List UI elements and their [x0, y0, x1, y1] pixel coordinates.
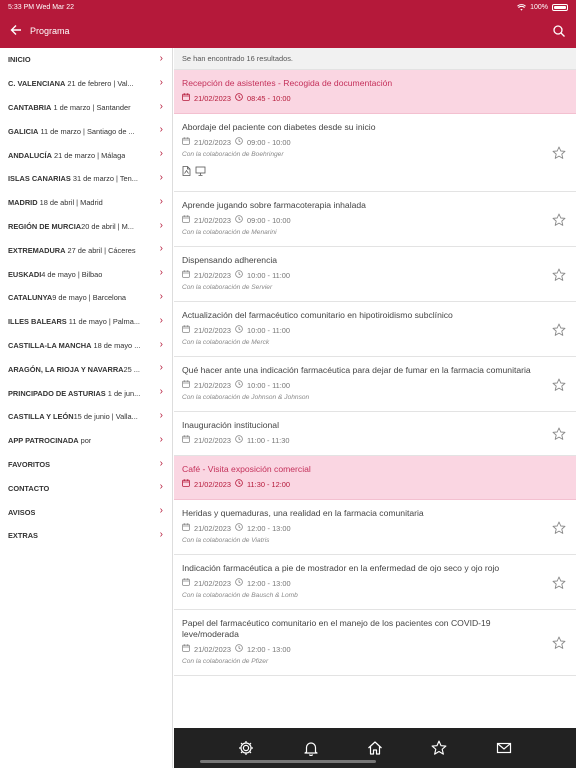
- sidebar-item-region: CASTILLA Y LEÓN: [8, 412, 74, 422]
- calendar-icon: [182, 578, 190, 588]
- top-nav-bar: [0, 14, 576, 48]
- presentation-icon[interactable]: [195, 163, 206, 181]
- wifi-icon: [517, 4, 526, 11]
- session-date: 21/02/2023: [194, 380, 231, 390]
- sidebar-item[interactable]: [0, 167, 172, 191]
- sidebar-item[interactable]: [0, 215, 172, 239]
- pdf-icon[interactable]: [182, 163, 191, 181]
- chevron-right-icon: ›: [159, 243, 163, 255]
- sidebar-item-detail: 4 de mayo | Bilbao: [41, 269, 103, 279]
- session-sponsor: Con la colaboración de Bausch & Lomb: [182, 592, 298, 599]
- clock-icon: [235, 93, 243, 103]
- sidebar-item-region: REGIÓN DE MURCIA: [8, 221, 82, 231]
- chevron-right-icon: ›: [159, 528, 163, 540]
- sidebar-item-region: C. VALENCIANA: [8, 79, 66, 89]
- session-time: 11:00 - 11:30: [247, 435, 290, 445]
- chevron-right-icon: ›: [159, 76, 163, 88]
- sidebar-item-label: [8, 460, 50, 469]
- session-time: 10:00 - 11:00: [247, 325, 291, 335]
- session-meta: [182, 479, 568, 489]
- sidebar-item[interactable]: [0, 143, 172, 167]
- calendar-icon: [182, 325, 190, 335]
- chevron-right-icon: ›: [159, 314, 163, 326]
- session-list: [174, 70, 576, 676]
- chevron-right-icon: ›: [159, 338, 163, 350]
- clock-icon: [235, 578, 243, 588]
- home-icon[interactable]: [366, 739, 384, 757]
- session-meta: [182, 325, 568, 335]
- session-meta: [182, 435, 568, 445]
- session-date: 21/02/2023: [194, 644, 231, 654]
- sidebar-item-label: [8, 508, 35, 517]
- sidebar-item-detail: 21 de febrero | Val...: [65, 79, 134, 89]
- favorite-star-icon[interactable]: [552, 521, 566, 535]
- chevron-right-icon: ›: [159, 53, 163, 64]
- clock-icon: [235, 325, 243, 335]
- status-right: [517, 4, 568, 11]
- sidebar-item[interactable]: [0, 72, 172, 96]
- session-date: 21/02/2023: [194, 137, 231, 147]
- chevron-right-icon: ›: [159, 100, 163, 112]
- chevron-right-icon: ›: [159, 219, 163, 231]
- sidebar-item-label: [8, 317, 140, 326]
- chevron-right-icon: ›: [159, 433, 163, 445]
- sidebar-item-label: [8, 436, 91, 445]
- sidebar-item-label: [8, 103, 131, 112]
- program-list: [174, 48, 576, 728]
- session-item[interactable]: [174, 114, 576, 192]
- results-count: Se han encontrado 16 resultados.: [174, 48, 576, 70]
- sidebar-item-label: [8, 246, 136, 255]
- sidebar-item[interactable]: [0, 405, 172, 429]
- session-date: 21/02/2023: [194, 523, 231, 533]
- sidebar-item-region: FAVORITOS: [8, 459, 51, 469]
- sidebar-item-region: EUSKADI: [8, 269, 42, 279]
- break-session-item[interactable]: [174, 70, 576, 114]
- chevron-right-icon: ›: [159, 362, 163, 374]
- session-sponsor: Con la colaboración de Johnson & Johnson: [182, 394, 310, 401]
- session-time: 12:00 - 13:00: [247, 578, 291, 588]
- session-title: Dispensando adherencia: [182, 255, 278, 265]
- sidebar-item[interactable]: [0, 262, 172, 286]
- sidebar-item-detail: 1 de jun...: [105, 388, 141, 398]
- back-arrow-icon[interactable]: [10, 23, 28, 39]
- sidebar-item[interactable]: [0, 476, 172, 500]
- sidebar-item-region: CATALUNYA: [8, 293, 53, 303]
- sidebar-item-detail: 18 de abril | Madrid: [37, 198, 103, 208]
- session-item[interactable]: [174, 610, 576, 676]
- sidebar-item-region: CONTACTO: [8, 483, 50, 493]
- search-icon[interactable]: [552, 24, 566, 38]
- session-sponsor: Con la colaboración de Servier: [182, 284, 273, 291]
- calendar-icon: [182, 479, 190, 489]
- calendar-icon: [182, 523, 190, 533]
- calendar-icon: [182, 380, 190, 390]
- chevron-right-icon: ›: [159, 290, 163, 302]
- sidebar-item-label: [8, 531, 38, 540]
- session-title: Indicación farmacéutica a pie de mostrador en la enfermedad de ojo seco y ojo rojo: [182, 563, 500, 573]
- session-meta: [182, 215, 568, 225]
- page-title: Programa: [30, 26, 70, 36]
- session-item[interactable]: [174, 357, 576, 412]
- session-date: 21/02/2023: [194, 479, 231, 489]
- session-time: 09:00 - 10:00: [247, 137, 291, 147]
- session-sponsor: Con la colaboración de Pfizer: [182, 658, 269, 665]
- session-date: 21/02/2023: [194, 270, 231, 280]
- clock-icon: [235, 435, 243, 445]
- chevron-right-icon: ›: [159, 481, 163, 493]
- sidebar-item[interactable]: [0, 48, 172, 72]
- clock-icon: [235, 479, 243, 489]
- session-meta: [182, 380, 568, 390]
- session-title: Heridas y quemaduras, una realidad en la farmacia comunitaria: [182, 508, 424, 518]
- session-title: Café - Visita exposición comercial: [182, 464, 311, 474]
- clock-icon: [235, 380, 243, 390]
- calendar-icon: [182, 270, 190, 280]
- sidebar-item-label: [8, 341, 140, 350]
- session-time: 12:00 - 13:00: [247, 523, 291, 533]
- sidebar-item[interactable]: [0, 429, 172, 453]
- sidebar-item-label: [8, 151, 125, 160]
- sidebar-item-region: PRINCIPADO DE ASTURIAS: [8, 388, 106, 398]
- sidebar-item-label: [8, 174, 138, 183]
- favorite-star-icon[interactable]: [552, 378, 566, 392]
- favorite-star-icon[interactable]: [552, 268, 566, 282]
- sidebar-item-region: GALICIA: [8, 126, 39, 136]
- session-sponsor: Con la colaboración de Merck: [182, 339, 270, 346]
- sidebar-item-detail: 20 de abril | M...: [81, 221, 134, 231]
- session-item[interactable]: [174, 412, 576, 456]
- sidebar-item[interactable]: [0, 357, 172, 381]
- session-date: 21/02/2023: [194, 435, 231, 445]
- sidebar-item-label: [8, 270, 102, 279]
- session-sponsor: Con la colaboración de Boehringer: [182, 151, 284, 158]
- session-item[interactable]: [174, 500, 576, 555]
- session-title: Inauguración institucional: [182, 420, 279, 430]
- session-date: 21/02/2023: [194, 215, 231, 225]
- sidebar-item-detail: 11 de marzo | Santiago de ...: [38, 126, 135, 136]
- sidebar-item-region: ANDALUCÍA: [8, 150, 52, 160]
- sidebar-item[interactable]: [0, 238, 172, 262]
- sidebar-item[interactable]: [0, 524, 172, 548]
- session-time: 11:30 - 12:00: [247, 479, 291, 489]
- sidebar-item[interactable]: [0, 191, 172, 215]
- session-meta: [182, 523, 568, 533]
- sidebar-item-detail: 9 de mayo | Barcelona: [52, 293, 127, 303]
- chevron-right-icon: ›: [159, 386, 163, 398]
- session-time: 08:45 - 10:00: [247, 93, 291, 103]
- chevron-right-icon: ›: [159, 267, 163, 279]
- sidebar-item-detail: 11 de mayo | Palma...: [66, 317, 140, 327]
- sidebar-item-region: ISLAS CANARIAS: [8, 174, 71, 184]
- chevron-right-icon: ›: [159, 505, 163, 517]
- break-session-item[interactable]: [174, 456, 576, 500]
- sidebar-item-label: [8, 365, 140, 374]
- sidebar-item-label: [8, 198, 103, 207]
- calendar-icon: [182, 215, 190, 225]
- sidebar-item-detail: 15 de junio | Valla...: [73, 412, 138, 422]
- sidebar-item-label: [8, 222, 134, 231]
- session-meta: [182, 578, 568, 588]
- session-meta: [182, 270, 568, 280]
- session-title: Papel del farmacéutico comunitario en el manejo de los pacientes con COVID-19 leve/moderada: [182, 618, 491, 639]
- sidebar-item-detail: por: [78, 436, 92, 446]
- favorite-star-icon[interactable]: [552, 323, 566, 337]
- chevron-right-icon: ›: [159, 171, 163, 183]
- battery-percent: 100%: [530, 3, 548, 11]
- session-time: 12:00 - 13:00: [247, 644, 291, 654]
- sidebar-item-region: ILLES BALEARS: [8, 317, 67, 327]
- session-date: 21/02/2023: [194, 578, 231, 588]
- sidebar-item-region: CANTABRIA: [8, 102, 52, 112]
- sidebar-item-detail: 31 de marzo | Ten...: [70, 174, 138, 184]
- sidebar-item-region: MADRID: [8, 198, 38, 208]
- session-time: 10:00 - 11:00: [247, 270, 291, 280]
- clock-icon: [235, 270, 243, 280]
- sidebar-item-region: EXTREMADURA: [8, 245, 66, 255]
- session-date: 21/02/2023: [194, 93, 231, 103]
- favorite-star-icon[interactable]: [552, 576, 566, 590]
- chevron-right-icon: ›: [159, 124, 163, 136]
- chevron-right-icon: ›: [159, 409, 163, 421]
- sidebar-item[interactable]: [0, 310, 172, 334]
- calendar-icon: [182, 137, 190, 147]
- session-date: 21/02/2023: [194, 325, 231, 335]
- sidebar-item-label: [8, 55, 31, 64]
- session-meta: [182, 93, 568, 103]
- chevron-right-icon: ›: [159, 148, 163, 160]
- sidebar-item-detail: 21 de marzo | Málaga: [51, 150, 126, 160]
- favorite-star-icon[interactable]: [552, 146, 566, 160]
- calendar-icon: [182, 93, 190, 103]
- sidebar-item[interactable]: [0, 334, 172, 358]
- sidebar-item[interactable]: [0, 119, 172, 143]
- status-time: 5:33 PM Wed Mar 22: [8, 3, 75, 11]
- sidebar-item-label: [8, 293, 126, 302]
- sidebar-item-region: APP PATROCINADA: [8, 436, 79, 446]
- sidebar-item-detail: 25 ...: [123, 364, 140, 374]
- session-item[interactable]: [174, 247, 576, 302]
- sidebar-item-label: [8, 412, 138, 421]
- sidebar-item-detail: 27 de abril | Cáceres: [65, 245, 136, 255]
- sidebar-item-detail: 18 de mayo ...: [91, 340, 141, 350]
- session-title: Aprende jugando sobre farmacoterapia inhalada: [182, 200, 366, 210]
- clock-icon: [235, 215, 243, 225]
- bell-icon[interactable]: [302, 739, 320, 757]
- session-item[interactable]: [174, 555, 576, 610]
- calendar-icon: [182, 435, 190, 445]
- sidebar-item-detail: 1 de marzo | Santander: [51, 102, 131, 112]
- chevron-right-icon: ›: [159, 457, 163, 469]
- favorite-star-icon[interactable]: [552, 213, 566, 227]
- home-indicator: [200, 760, 376, 763]
- sidebar-item[interactable]: [0, 96, 172, 120]
- sidebar-menu: [0, 48, 173, 768]
- sidebar-item[interactable]: [0, 500, 172, 524]
- session-meta: [182, 137, 568, 147]
- sidebar-item-label: [8, 484, 49, 493]
- sidebar-item-region: INICIO: [8, 55, 31, 65]
- mail-icon[interactable]: [495, 739, 513, 757]
- sidebar-item-label: [8, 79, 134, 88]
- battery-icon: [552, 4, 568, 11]
- session-item[interactable]: [174, 192, 576, 247]
- session-item[interactable]: [174, 302, 576, 357]
- sidebar-item-region: ARAGÓN, LA RIOJA Y NAVARRA: [8, 364, 124, 374]
- session-time: 10:00 - 11:00: [247, 380, 291, 390]
- sidebar-item-region: AVISOS: [8, 507, 36, 517]
- star-icon[interactable]: [430, 739, 448, 757]
- session-attachments: [182, 163, 568, 181]
- session-title: Qué hacer ante una indicación farmacéutica para dejar de fumar en la farmacia comunitaria: [182, 365, 531, 375]
- sidebar-item[interactable]: [0, 286, 172, 310]
- sidebar-item[interactable]: [0, 453, 172, 477]
- favorite-star-icon[interactable]: [552, 427, 566, 441]
- session-meta: [182, 644, 568, 654]
- session-sponsor: Con la colaboración de Viatris: [182, 537, 270, 544]
- session-title: Recepción de asistentes - Recogida de documentación: [182, 78, 393, 88]
- clock-icon: [235, 523, 243, 533]
- session-title: Abordaje del paciente con diabetes desde su inicio: [182, 122, 376, 132]
- sidebar-item-region: EXTRAS: [8, 531, 38, 541]
- sidebar-item-label: [8, 389, 140, 398]
- session-time: 09:00 - 10:00: [247, 215, 291, 225]
- sidebar-item-region: CASTILLA-LA MANCHA: [8, 340, 92, 350]
- sidebar-item[interactable]: [0, 381, 172, 405]
- chevron-right-icon: ›: [159, 195, 163, 207]
- clock-icon: [235, 137, 243, 147]
- status-bar: [0, 0, 576, 14]
- session-title: Actualización del farmacéutico comunitario en hipotiroidismo subclínico: [182, 310, 453, 320]
- calendar-icon: [182, 644, 190, 654]
- sidebar-item-label: [8, 127, 135, 136]
- gear-icon[interactable]: [237, 739, 255, 757]
- clock-icon: [235, 644, 243, 654]
- favorite-star-icon[interactable]: [552, 636, 566, 650]
- session-sponsor: Con la colaboración de Menarini: [182, 229, 277, 236]
